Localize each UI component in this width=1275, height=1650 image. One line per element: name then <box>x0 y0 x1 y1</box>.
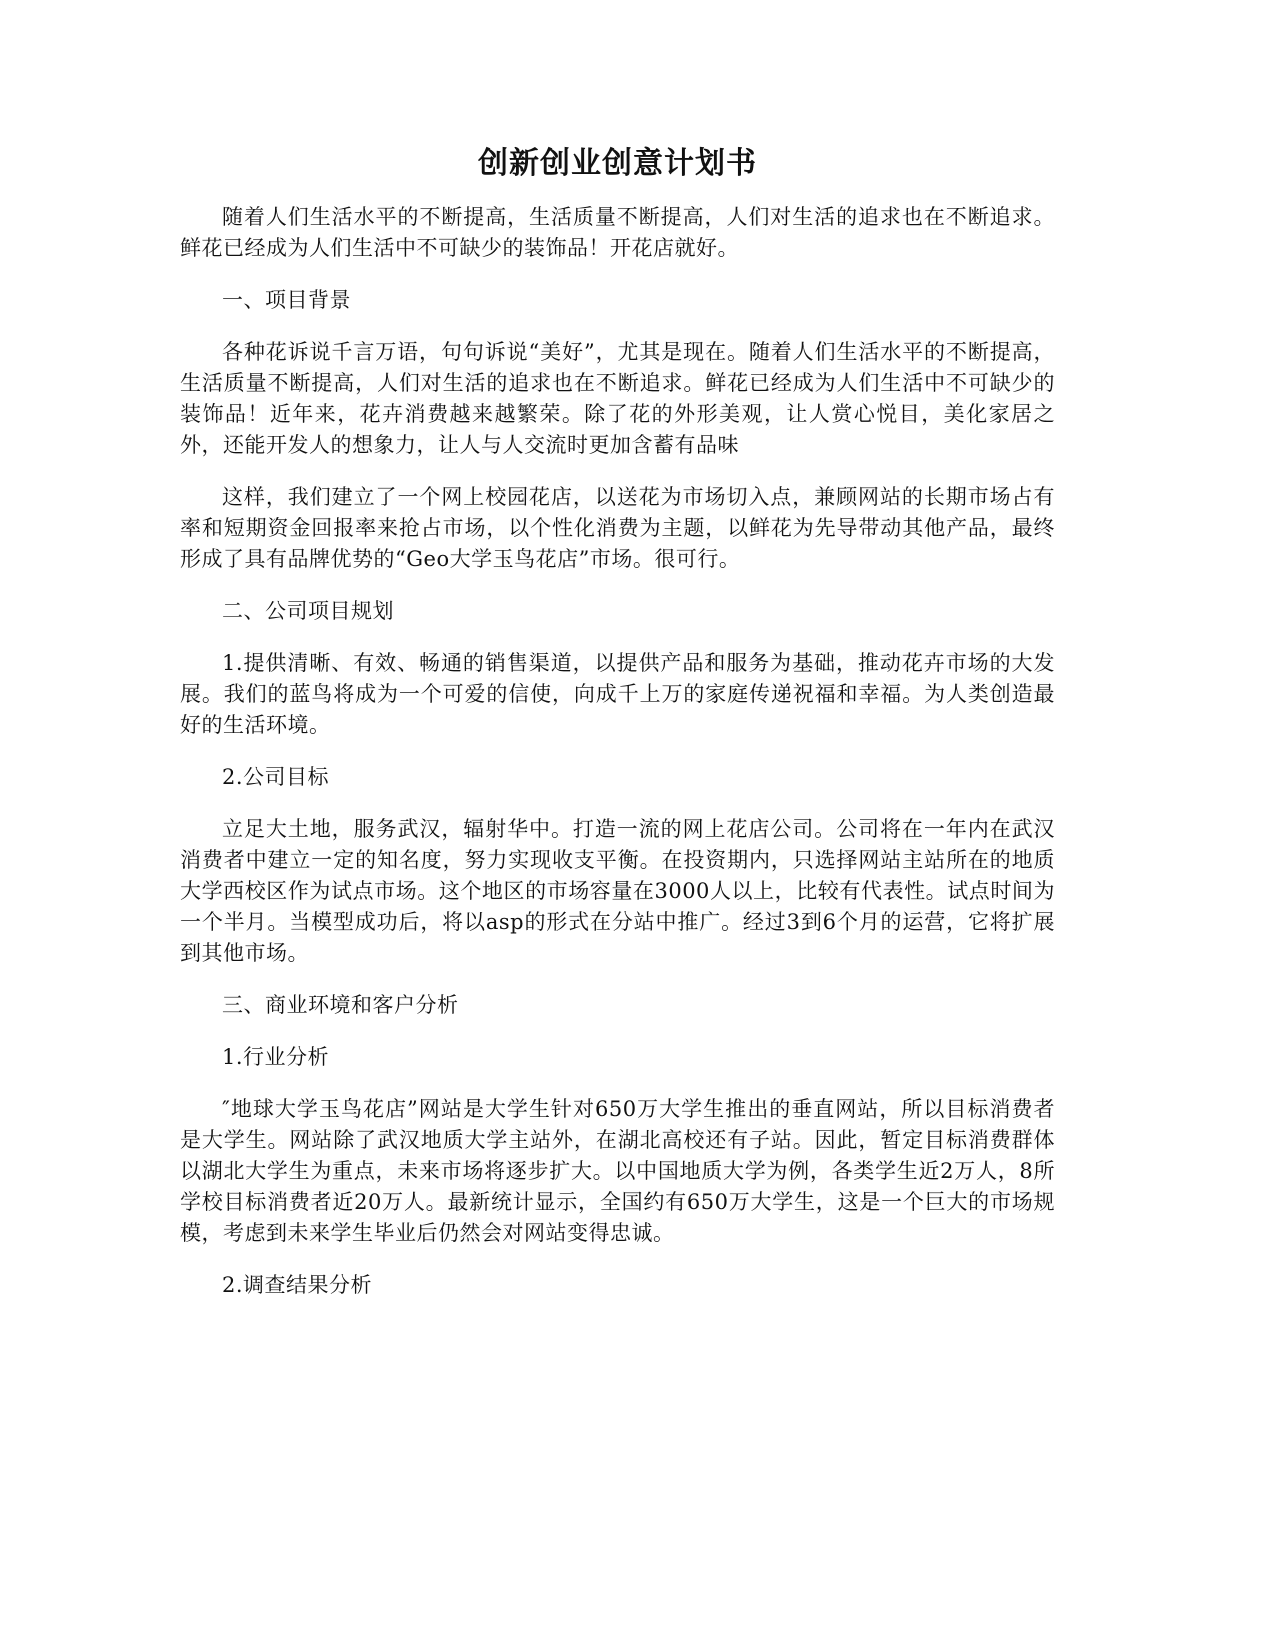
section-heading-background: 一、项目背景 <box>222 288 351 312</box>
subheading-company-goal: 2.公司目标 <box>222 765 330 789</box>
section-heading-planning: 二、公司项目规划 <box>222 599 394 623</box>
company-goal-paragraph: 立足大土地，服务武汉，辐射华中。打造一流的网上花店公司。公司将在一年内在武汉消费者中建立一定的知名度，努力实现收支平衡。在投资期内，只选择网站主站所在的地质大学西校区作为试点市场。这个地区的市场容量在3000人以上，比较有代表性。试点时间为一个半月。当模型成功后，将以asp的形式在分站中推广。经过3到6个月的运营，它将扩展到其他市场。 <box>180 817 1055 965</box>
industry-analysis-paragraph: ″地球大学玉鸟花店”网站是大学生针对650万大学生推出的垂直网站，所以目标消费者是大学生。网站除了武汉地质大学主站外，在湖北高校还有子站。因此，暂定目标消费群体以湖北大学生为重点，未来市场将逐步扩大。以中国地质大学为例，各类学生近2万人，8所学校目标消费者近20万人。最新统计显示，全国约有650万大学生，这是一个巨大的市场规模，考虑到未来学生毕业后仍然会对网站变得忠诚。 <box>180 1097 1055 1245</box>
section-heading-business-environment: 三、商业环境和客户分析 <box>222 993 459 1017</box>
planning-paragraph: 1.提供清晰、有效、畅通的销售渠道，以提供产品和服务为基础，推动花卉市场的大发展。我们的蓝鸟将成为一个可爱的信使，向成千上万的家庭传递祝福和幸福。为人类创造最好的生活环境。 <box>180 651 1055 737</box>
document-page <box>180 140 1055 1322</box>
subheading-industry-analysis: 1.行业分析 <box>222 1045 330 1069</box>
subheading-survey-analysis: 2.调查结果分析 <box>222 1273 373 1297</box>
online-shop-paragraph: 这样，我们建立了一个网上校园花店，以送花为市场切入点，兼顾网站的长期市场占有率和短期资金回报率来抢占市场，以个性化消费为主题，以鲜花为先导带动其他产品，最终形成了具有品牌优势的“Geo大学玉鸟花店”市场。很可行。 <box>180 485 1055 571</box>
document-title: 创新创业创意计划书 <box>478 146 757 181</box>
intro-paragraph: 随着人们生活水平的不断提高，生活质量不断提高，人们对生活的追求也在不断追求。鲜花已经成为人们生活中不可缺少的装饰品！开花店就好。 <box>180 205 1055 260</box>
background-paragraph: 各种花诉说千言万语，句句诉说“美好”，尤其是现在。随着人们生活水平的不断提高，生活质量不断提高，人们对生活的追求也在不断追求。鲜花已经成为人们生活中不可缺少的装饰品！近年来，花卉消费越来越繁荣。除了花的外形美观，让人赏心悦目，美化家居之外，还能开发人的想象力，让人与人交流时更加含蓄有品味 <box>180 340 1055 457</box>
